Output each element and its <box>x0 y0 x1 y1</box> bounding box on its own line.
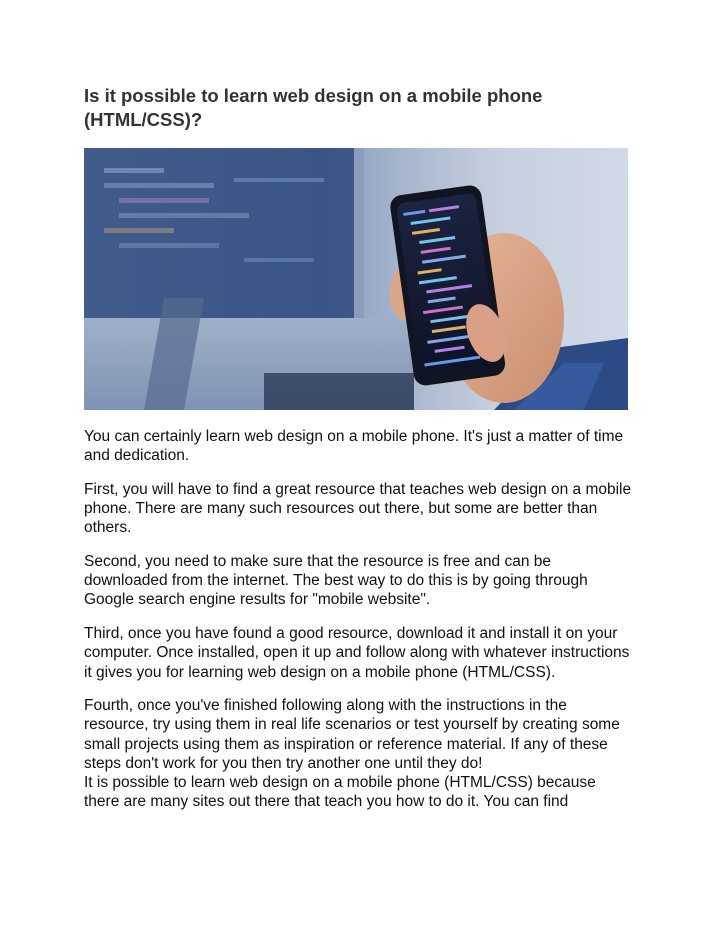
article-body <box>84 427 632 811</box>
hero-image <box>84 148 628 410</box>
paragraph-3: Second, you need to make sure that the resource is free and can be downloaded from the internet. The best way to do this is by going through Google search engine results for "mobile website". <box>84 553 588 609</box>
paragraph-6: It is possible to learn web design on a mobile phone (HTML/CSS) because there are many sites out there that teach you how to do it. You can find <box>84 774 596 811</box>
paragraph-4: Third, once you have found a good resource, download it and install it on your computer. Once installed, open it up and follow along with whatever instructions it gives you for learning web design on a mobile phone (HTML/CSS). <box>84 625 630 681</box>
article-header <box>84 84 630 132</box>
hero-photo-illustration <box>84 148 628 410</box>
paragraph-2: First, you will have to find a great resource that teaches web design on a mobile phone. There are many such resources out there, but some are better than others. <box>84 480 632 537</box>
article-title: Is it possible to learn web design on a mobile phone (HTML/CSS)? <box>84 85 543 130</box>
paragraph-1: You can certainly learn web design on a mobile phone. It's just a matter of time and dedication. <box>84 428 624 465</box>
paragraph-5: Fourth, once you've finished following along with the instructions in the resource, try using them in real life scenarios or test yourself by creating some small projects using them as inspiration or reference material. If any of these steps don't work for you then try another one until they do! <box>84 697 620 772</box>
